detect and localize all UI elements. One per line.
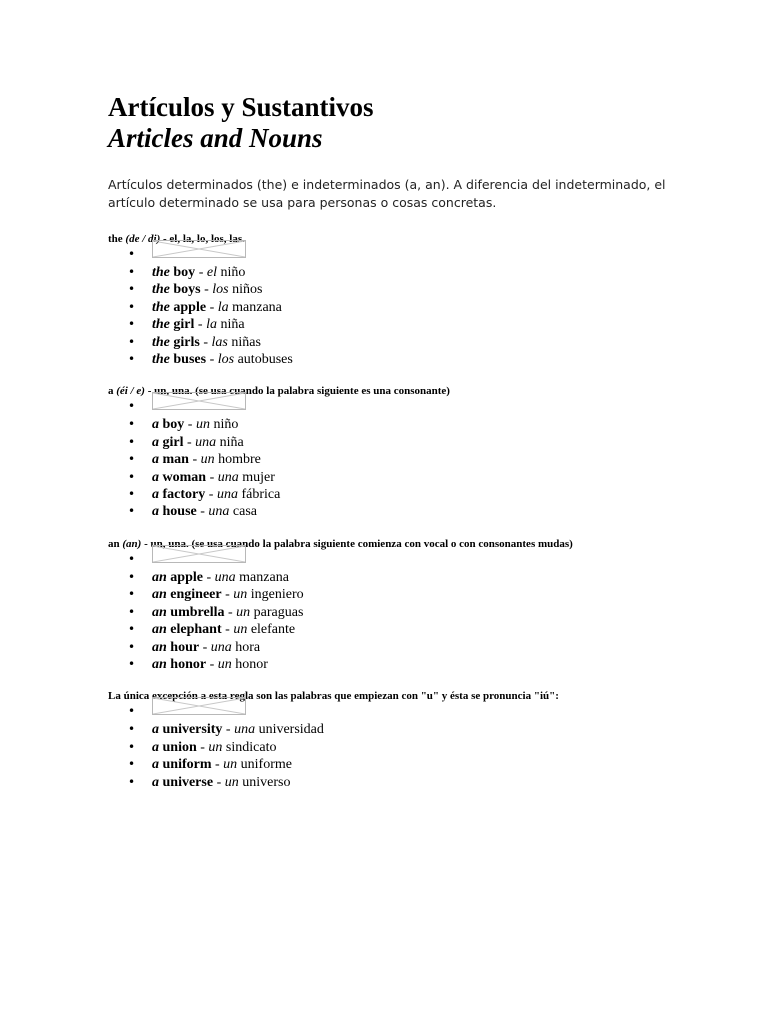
english-article: an: [152, 569, 167, 585]
word-list: [108, 246, 668, 368]
english-article: a: [152, 434, 159, 450]
section-heading-post: - un, una. (se usa cuando la palabra siguiente es una consonante): [144, 385, 450, 398]
english-article: an: [152, 656, 167, 672]
english-article: a: [152, 452, 159, 468]
intro-paragraph: Artículos determinados (the) e indeterminados (a, an). A diferencia del indeterminado, el artículo determinado se usa para personas o cosas concretas.: [108, 177, 666, 210]
spanish-noun: niñas: [231, 334, 261, 350]
broken-image-icon: [152, 697, 246, 715]
broken-image-icon: [152, 392, 246, 410]
english-article: the: [152, 299, 170, 315]
article-section: [108, 232, 668, 368]
article-section: [108, 384, 668, 520]
list-item: • a boy - un niño: [128, 416, 668, 433]
spanish-noun: manzana: [239, 569, 289, 585]
article-section: [108, 689, 668, 791]
list-item: • an engineer - un ingeniero: [128, 586, 668, 603]
spanish-article: un: [200, 452, 215, 468]
list-item: • an honor - un honor: [128, 656, 668, 673]
list-item: • a factory - una fábrica: [128, 486, 668, 503]
title-spanish: Artículos y Sustantivos: [108, 92, 374, 122]
list-item: • the girls - las niñas: [128, 334, 668, 351]
spanish-noun: fábrica: [241, 487, 281, 503]
spanish-article: la: [217, 299, 229, 315]
list-item: • a union - un sindicato: [128, 739, 668, 756]
spanish-noun: casa: [232, 504, 257, 520]
english-noun: honor: [170, 656, 207, 672]
list-item: • the boy - el niño: [128, 264, 668, 281]
english-noun: universe: [162, 774, 214, 790]
spanish-noun: ingeniero: [250, 587, 304, 603]
english-article: the: [152, 334, 170, 350]
english-article: the: [152, 352, 170, 368]
english-noun: boys: [173, 282, 201, 298]
list-item: • a girl - una niña: [128, 434, 668, 451]
list-item-image: [128, 246, 668, 264]
word-list: [108, 703, 668, 791]
english-article: the: [152, 317, 170, 333]
section-heading-post: - el, la, lo, los, las.: [160, 233, 245, 245]
english-noun: umbrella: [170, 604, 225, 620]
word-list: [108, 398, 668, 520]
word-list: [108, 551, 668, 673]
spanish-noun: hora: [235, 639, 261, 655]
broken-image-icon: [152, 545, 246, 563]
spanish-article: una: [234, 722, 256, 738]
broken-image-icon: [152, 240, 246, 258]
english-noun: university: [162, 722, 223, 738]
spanish-article: un: [236, 604, 251, 620]
list-item-image: [128, 398, 668, 416]
english-noun: apple: [173, 299, 207, 315]
spanish-noun: niña: [220, 317, 245, 333]
spanish-article: un: [233, 622, 248, 638]
list-item: • a woman - una mujer: [128, 469, 668, 486]
spanish-noun: paraguas: [253, 604, 304, 620]
spanish-noun: niño: [220, 265, 246, 280]
spanish-article: una: [214, 569, 236, 585]
section-heading-post: - un, una. (se usa cuando la palabra siguiente comienza con vocal o con consonantes mudas): [141, 537, 573, 550]
section-heading-pronunciation: (an): [122, 537, 142, 550]
spanish-article: un: [233, 587, 248, 603]
section-heading-pre: La única excepción a esta regla son las palabras que empiezan con "u" y ésta se pronuncia "iú":: [108, 690, 559, 703]
english-noun: girl: [173, 317, 195, 333]
english-article: an: [152, 622, 167, 638]
spanish-noun: niños: [232, 282, 263, 298]
spanish-article: una: [208, 504, 230, 520]
list-item: • a house - una casa: [128, 503, 668, 520]
english-article: a: [152, 487, 159, 503]
spanish-article: la: [206, 317, 217, 333]
list-item: • a universe - un universo: [128, 774, 668, 791]
english-noun: girls: [173, 334, 200, 350]
section-heading-pre: the: [108, 233, 126, 245]
english-article: a: [152, 417, 159, 433]
sections-container: [108, 232, 668, 791]
spanish-article: una: [217, 469, 239, 485]
english-noun: house: [162, 504, 197, 520]
section-heading-pronunciation: (éi / e): [116, 385, 145, 398]
english-noun: boy: [162, 417, 185, 433]
spanish-article: los: [212, 282, 229, 298]
spanish-article: una: [195, 434, 217, 450]
english-noun: elephant: [170, 622, 222, 638]
english-article: a: [152, 739, 159, 755]
spanish-noun: universidad: [258, 722, 324, 738]
list-item: • the girl - la niña: [128, 316, 668, 333]
spanish-noun: mujer: [242, 469, 275, 485]
list-item: • a university - una universidad: [128, 721, 668, 738]
english-noun: boy: [173, 265, 196, 280]
english-article: a: [152, 722, 159, 738]
spanish-noun: sindicato: [225, 739, 277, 755]
english-noun: union: [162, 739, 197, 755]
spanish-noun: honor: [235, 656, 268, 672]
list-item: • an hour - una hora: [128, 639, 668, 656]
english-noun: uniform: [162, 757, 212, 773]
spanish-noun: universo: [242, 774, 291, 790]
english-article: a: [152, 469, 159, 485]
spanish-article: un: [223, 757, 238, 773]
list-item: • the buses - los autobuses: [128, 351, 668, 368]
english-article: the: [152, 265, 170, 280]
english-noun: factory: [162, 487, 206, 503]
spanish-noun: uniforme: [240, 757, 292, 773]
list-item: • a man - un hombre: [128, 451, 668, 468]
english-article: a: [152, 504, 159, 520]
list-item: • an apple - una manzana: [128, 569, 668, 586]
spanish-noun: niño: [213, 417, 239, 433]
english-noun: apple: [170, 569, 203, 585]
document-page: [108, 92, 668, 791]
article-section: [108, 537, 668, 673]
list-item: • a uniform - un uniforme: [128, 756, 668, 773]
list-item-image: [128, 551, 668, 569]
spanish-noun: manzana: [232, 299, 282, 315]
spanish-article: un: [217, 656, 232, 672]
spanish-noun: elefante: [250, 622, 296, 638]
spanish-article: los: [217, 352, 235, 368]
spanish-article: una: [216, 487, 238, 503]
english-noun: man: [162, 452, 189, 468]
spanish-noun: hombre: [218, 452, 261, 468]
spanish-article: el: [206, 265, 217, 280]
section-heading-pre: an: [108, 537, 123, 550]
spanish-noun: niña: [219, 434, 244, 450]
spanish-article: un: [208, 739, 223, 755]
english-noun: girl: [162, 434, 184, 450]
english-article: an: [152, 639, 167, 655]
english-article: an: [152, 604, 167, 620]
spanish-article: un: [195, 417, 210, 433]
english-noun: engineer: [170, 587, 222, 603]
spanish-noun: autobuses: [237, 352, 293, 368]
section-heading-pronunciation: (de / di): [125, 233, 161, 245]
english-article: a: [152, 774, 159, 790]
english-article: the: [152, 282, 170, 298]
spanish-article: una: [210, 639, 232, 655]
english-article: an: [152, 587, 167, 603]
title-english: Articles and Nouns: [108, 123, 323, 153]
list-item: • the apple - la manzana: [128, 299, 668, 316]
list-item: • the boys - los niños: [128, 281, 668, 298]
spanish-article: las: [211, 334, 228, 350]
english-noun: woman: [162, 469, 207, 485]
english-article: a: [152, 757, 159, 773]
english-noun: buses: [173, 352, 207, 368]
section-heading-pre: a: [108, 385, 117, 398]
list-item: • an elephant - un elefante: [128, 621, 668, 638]
list-item-image: [128, 703, 668, 721]
english-noun: hour: [170, 639, 200, 655]
list-item: • an umbrella - un paraguas: [128, 604, 668, 621]
spanish-article: un: [224, 774, 239, 790]
